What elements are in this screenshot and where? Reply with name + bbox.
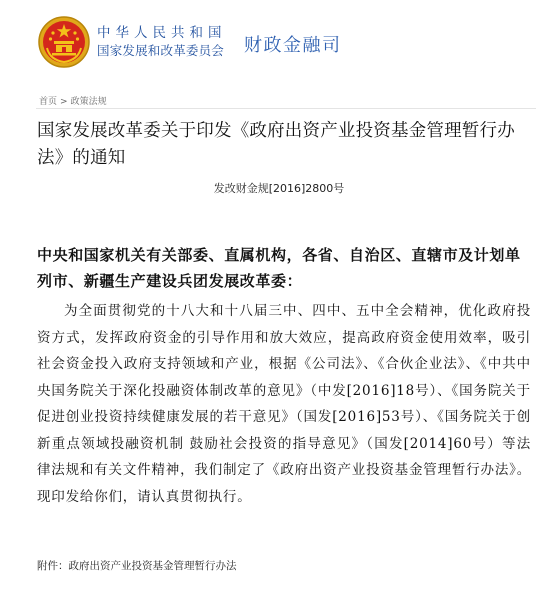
document-number: 发改财金规[2016]2800号 — [213, 182, 345, 195]
site-header — [0, 0, 536, 84]
org-full-name: 国家发展和改革委员会 — [97, 43, 225, 58]
division-name[interactable]: 财政金融司 — [244, 35, 342, 56]
article-addressee: 中央和国家机关有关部委、直属机构，各省、自治区、直辖市及计划单列市、新疆生产建设兵团发展改革委： — [37, 246, 521, 290]
national-emblem-icon — [38, 16, 90, 68]
org-name-chinese: 中华人民共和国 — [97, 25, 227, 41]
breadcrumb-separator: > — [60, 97, 68, 107]
attachment-link[interactable]: 附件：政府出资产业投资基金管理暂行办法 — [37, 560, 237, 572]
article-title: 国家发展改革委关于印发《政府出资产业投资基金管理暂行办法》的通知 — [37, 121, 515, 168]
breadcrumb-home-link[interactable]: 首页 — [39, 97, 58, 107]
breadcrumb-section-link[interactable]: 政策法规 — [70, 97, 107, 107]
breadcrumb — [39, 94, 107, 107]
article-body: 为全面贯彻党的十八大和十八届三中、四中、五中全会精神，优化政府投资方式，发挥政府资金的引导作用和放大效应，提高政府资金使用效率，吸引社会资金投入政府支持领域和产业，根据《公司法》、《合伙企业法》、《中共中央国务院关于深化投融资体制改革的意见》（中发[2016]18号）、《国务院关于促进创业投资持续健康发展的若干意见》（国发[2016]53号）、《国务院关于创新重点领域投融资机制 鼓励社会投资的指导意见》（国发[2014]60号）等法律法规和有关文件精神，我们制定了《政府出资产业投资基金管理暂行办法》。现印发给你们，请认真贯彻执行。 — [37, 303, 531, 505]
breadcrumb-divider — [36, 108, 536, 109]
